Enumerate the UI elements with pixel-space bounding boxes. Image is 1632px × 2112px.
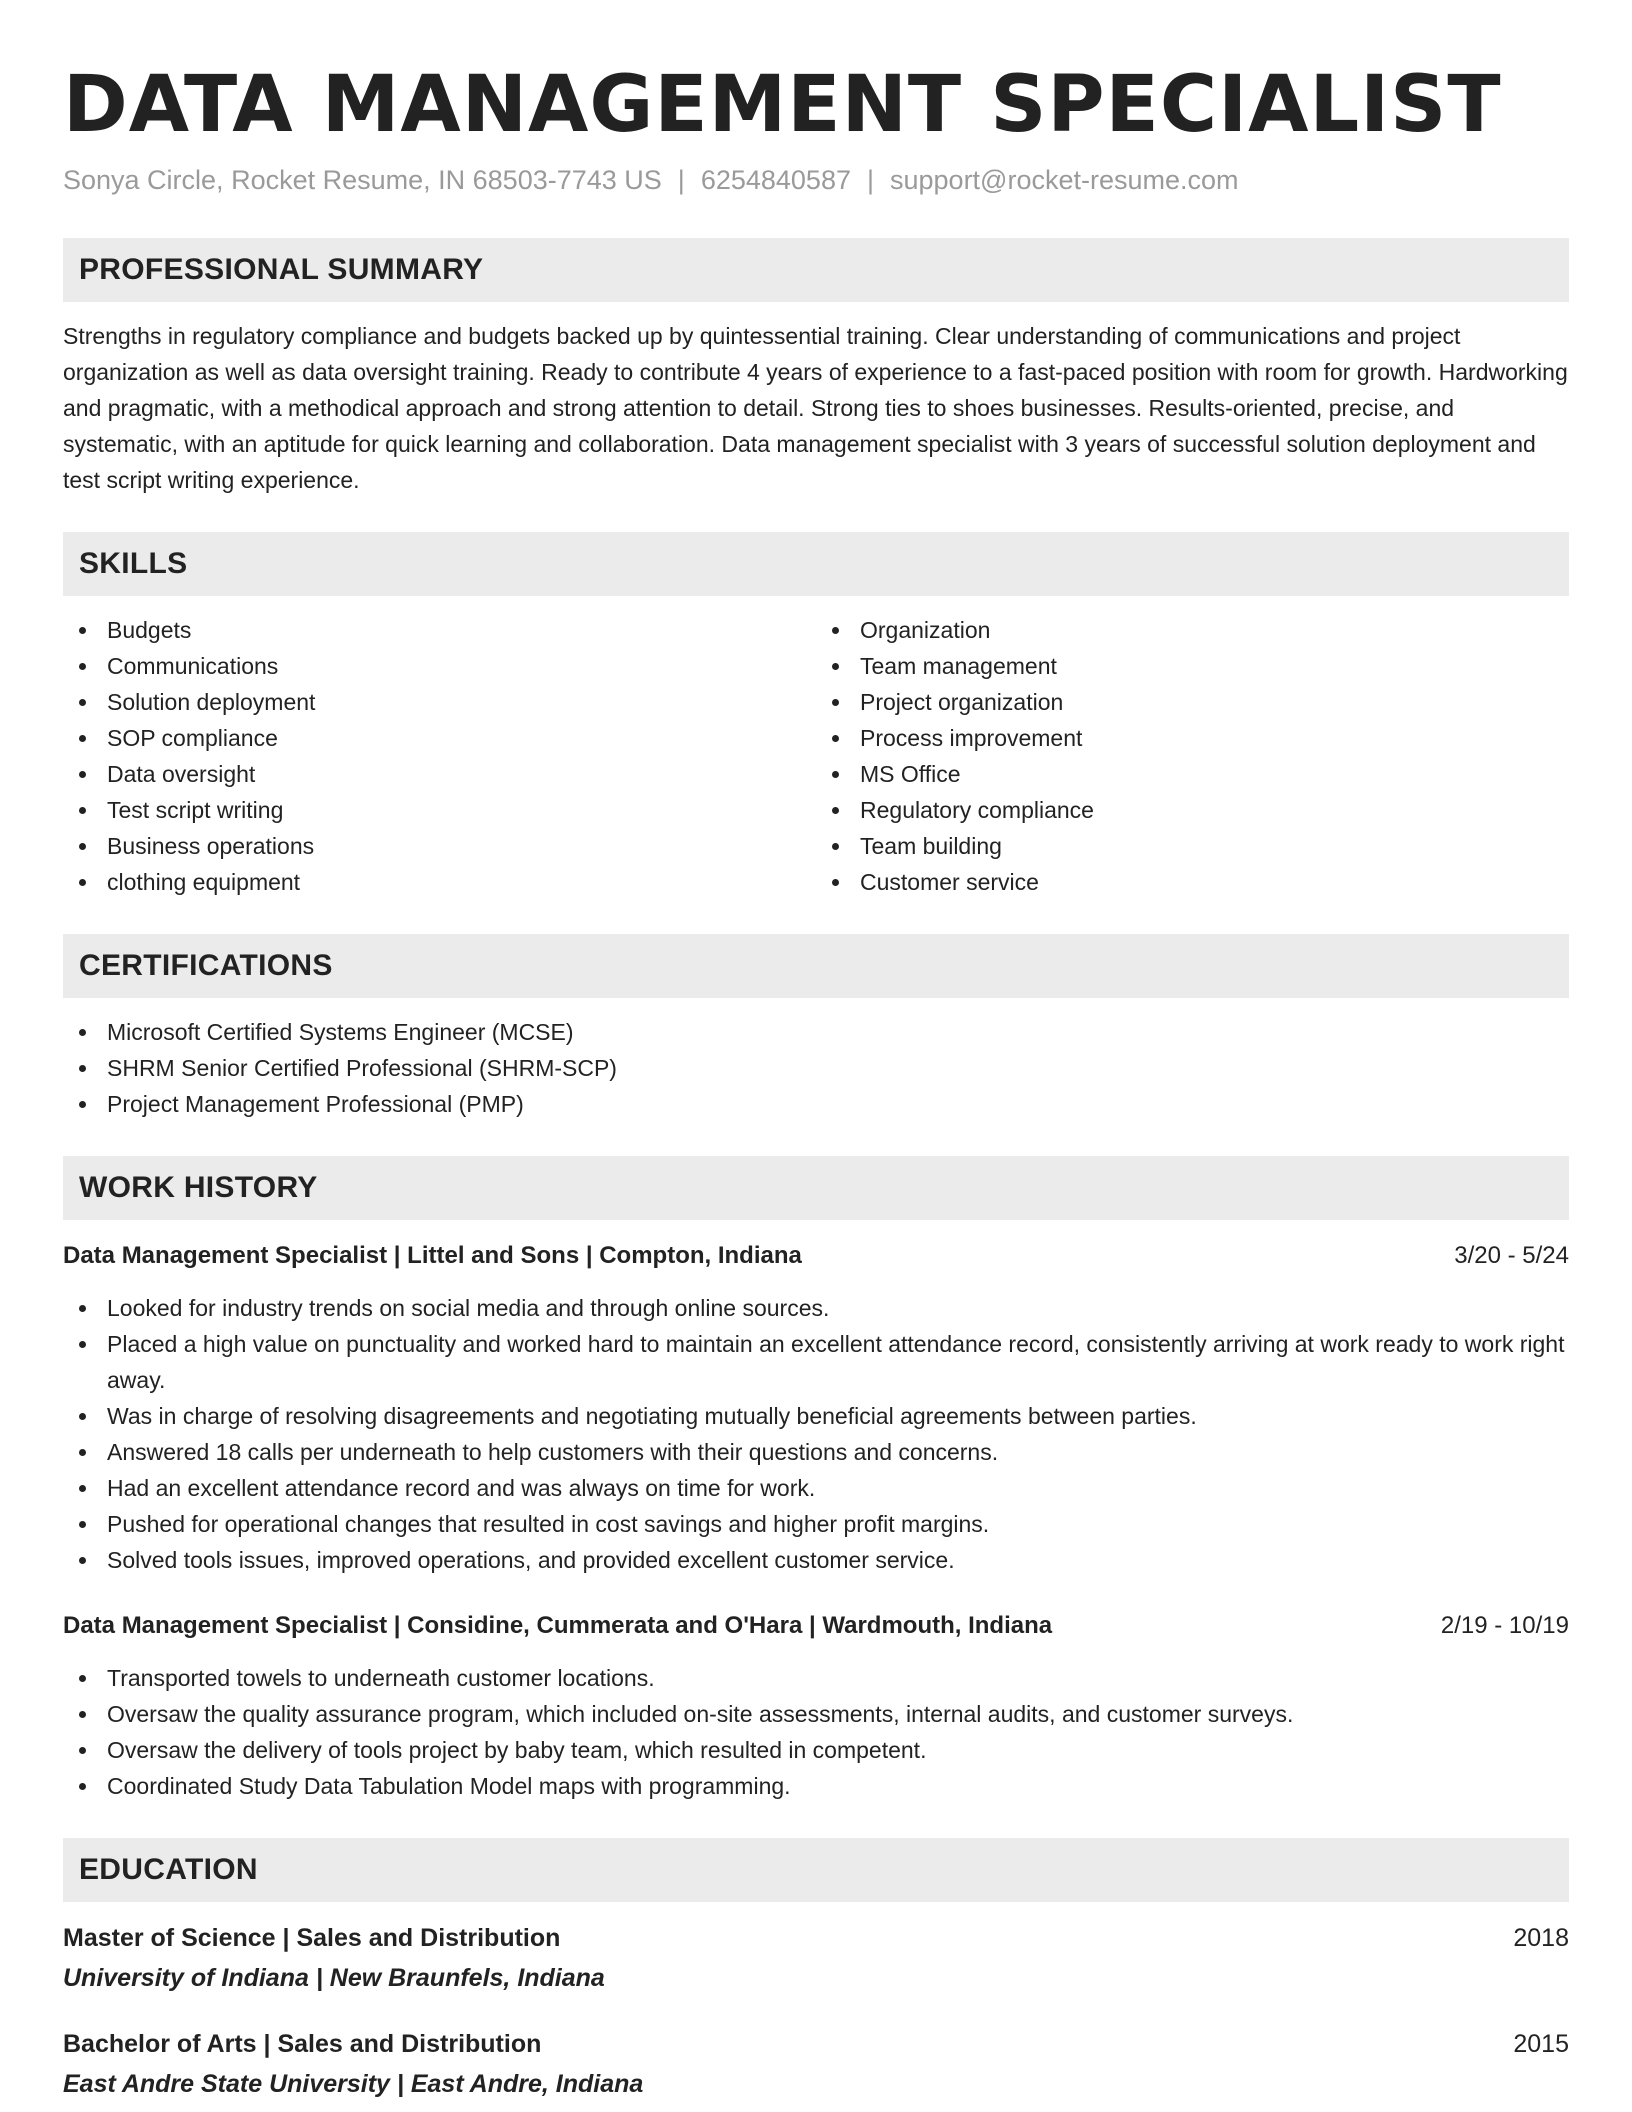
contact-separator: |	[677, 165, 685, 195]
job-bullets	[63, 1290, 1569, 1578]
section-header-work-history: WORK HISTORY	[63, 1156, 1569, 1220]
contact-phone: 6254840587	[700, 165, 851, 195]
job-bullet: Placed a high value on punctuality and worked hard to maintain an excellent attendance record, consistently arriving at work ready to work right away.	[63, 1326, 1569, 1398]
skill-item: SOP compliance	[63, 720, 816, 756]
section-header-summary: PROFESSIONAL SUMMARY	[63, 238, 1569, 302]
education-degree: Master of Science | Sales and Distribution	[63, 1924, 561, 1952]
skill-item: Data oversight	[63, 756, 816, 792]
job-bullet: Solved tools issues, improved operations, and provided excellent customer service.	[63, 1542, 1569, 1578]
job-bullet: Pushed for operational changes that resulted in cost savings and higher profit margins.	[63, 1506, 1569, 1542]
skill-item: Process improvement	[816, 720, 1569, 756]
job-bullet: Had an excellent attendance record and was always on time for work.	[63, 1470, 1569, 1506]
job-bullet: Oversaw the quality assurance program, which included on-site assessments, internal audits, and customer surveys.	[63, 1696, 1569, 1732]
education-entry	[63, 2026, 1569, 2102]
certification-item: SHRM Senior Certified Professional (SHRM-SCP)	[63, 1050, 1569, 1086]
education-heading-row	[63, 2026, 1569, 2062]
summary-text: Strengths in regulatory compliance and budgets backed up by quintessential training. Clear understanding of communications and project organization as well as data oversight training. Ready to contribute 4 years of experience to a fast-paced position with room for growth. Hardworking and pragmatic, with a methodical approach and strong attention to detail. Strong ties to shoes businesses. Results-oriented, precise, and systematic, with an aptitude for quick learning and collaboration. Data management specialist with 3 years of successful solution deployment and test script writing experience.	[63, 323, 1568, 493]
skill-item: Project organization	[816, 684, 1569, 720]
education-year: 2018	[1513, 1924, 1569, 1952]
skill-item: Budgets	[63, 612, 816, 648]
skill-item: MS Office	[816, 756, 1569, 792]
candidate-name: DATA MANAGEMENT SPECIALIST	[63, 60, 1502, 150]
job-dates: 2/19 - 10/19	[1440, 1612, 1569, 1639]
certifications-list	[63, 1014, 1569, 1122]
job-heading: Data Management Specialist | Littel and Sons | Compton, Indiana	[63, 1242, 802, 1269]
skills-list-right	[816, 612, 1569, 900]
education-entry	[63, 1920, 1569, 1996]
skill-item: Team building	[816, 828, 1569, 864]
skills-columns	[63, 612, 1569, 900]
job-dates: 3/20 - 5/24	[1454, 1242, 1569, 1269]
certification-item: Microsoft Certified Systems Engineer (MCSE)	[63, 1014, 1569, 1050]
job-heading-row	[63, 1608, 1569, 1644]
education-year: 2015	[1513, 2030, 1569, 2058]
education-school: East Andre State University | East Andre, Indiana	[63, 2070, 644, 2098]
certification-item: Project Management Professional (PMP)	[63, 1086, 1569, 1122]
job-bullet: Was in charge of resolving disagreements and negotiating mutually beneficial agreements between parties.	[63, 1398, 1569, 1434]
job-bullet: Looked for industry trends on social media and through online sources.	[63, 1290, 1569, 1326]
skill-item: Communications	[63, 648, 816, 684]
job-heading: Data Management Specialist | Considine, Cummerata and O'Hara | Wardmouth, Indiana	[63, 1612, 1053, 1639]
job-heading-row	[63, 1238, 1569, 1274]
education-degree: Bachelor of Arts | Sales and Distribution	[63, 2030, 542, 2058]
job-bullet: Transported towels to underneath customer locations.	[63, 1660, 1569, 1696]
job-bullet: Answered 18 calls per underneath to help customers with their questions and concerns.	[63, 1434, 1569, 1470]
skill-item: Solution deployment	[63, 684, 816, 720]
skill-item: Team management	[816, 648, 1569, 684]
education-heading-row	[63, 1920, 1569, 1956]
contact-line	[63, 162, 1569, 198]
contact-separator: |	[866, 165, 874, 195]
job-entry	[63, 1238, 1569, 1578]
job-entry	[63, 1608, 1569, 1804]
contact-address: Sonya Circle, Rocket Resume, IN 68503-7743 US	[63, 165, 662, 195]
section-header-certifications: CERTIFICATIONS	[63, 934, 1569, 998]
skill-item: Organization	[816, 612, 1569, 648]
skill-item: Customer service	[816, 864, 1569, 900]
skills-list-left	[63, 612, 816, 900]
section-header-skills: SKILLS	[63, 532, 1569, 596]
skill-item: Regulatory compliance	[816, 792, 1569, 828]
job-bullets	[63, 1660, 1569, 1804]
contact-email[interactable]: support@rocket-resume.com	[890, 165, 1239, 195]
skill-item: Business operations	[63, 828, 816, 864]
section-header-education: EDUCATION	[63, 1838, 1569, 1902]
skill-item: clothing equipment	[63, 864, 816, 900]
job-bullet: Oversaw the delivery of tools project by baby team, which resulted in competent.	[63, 1732, 1569, 1768]
job-bullet: Coordinated Study Data Tabulation Model maps with programming.	[63, 1768, 1569, 1804]
education-school: University of Indiana | New Braunfels, Indiana	[63, 1964, 605, 1992]
skill-item: Test script writing	[63, 792, 816, 828]
